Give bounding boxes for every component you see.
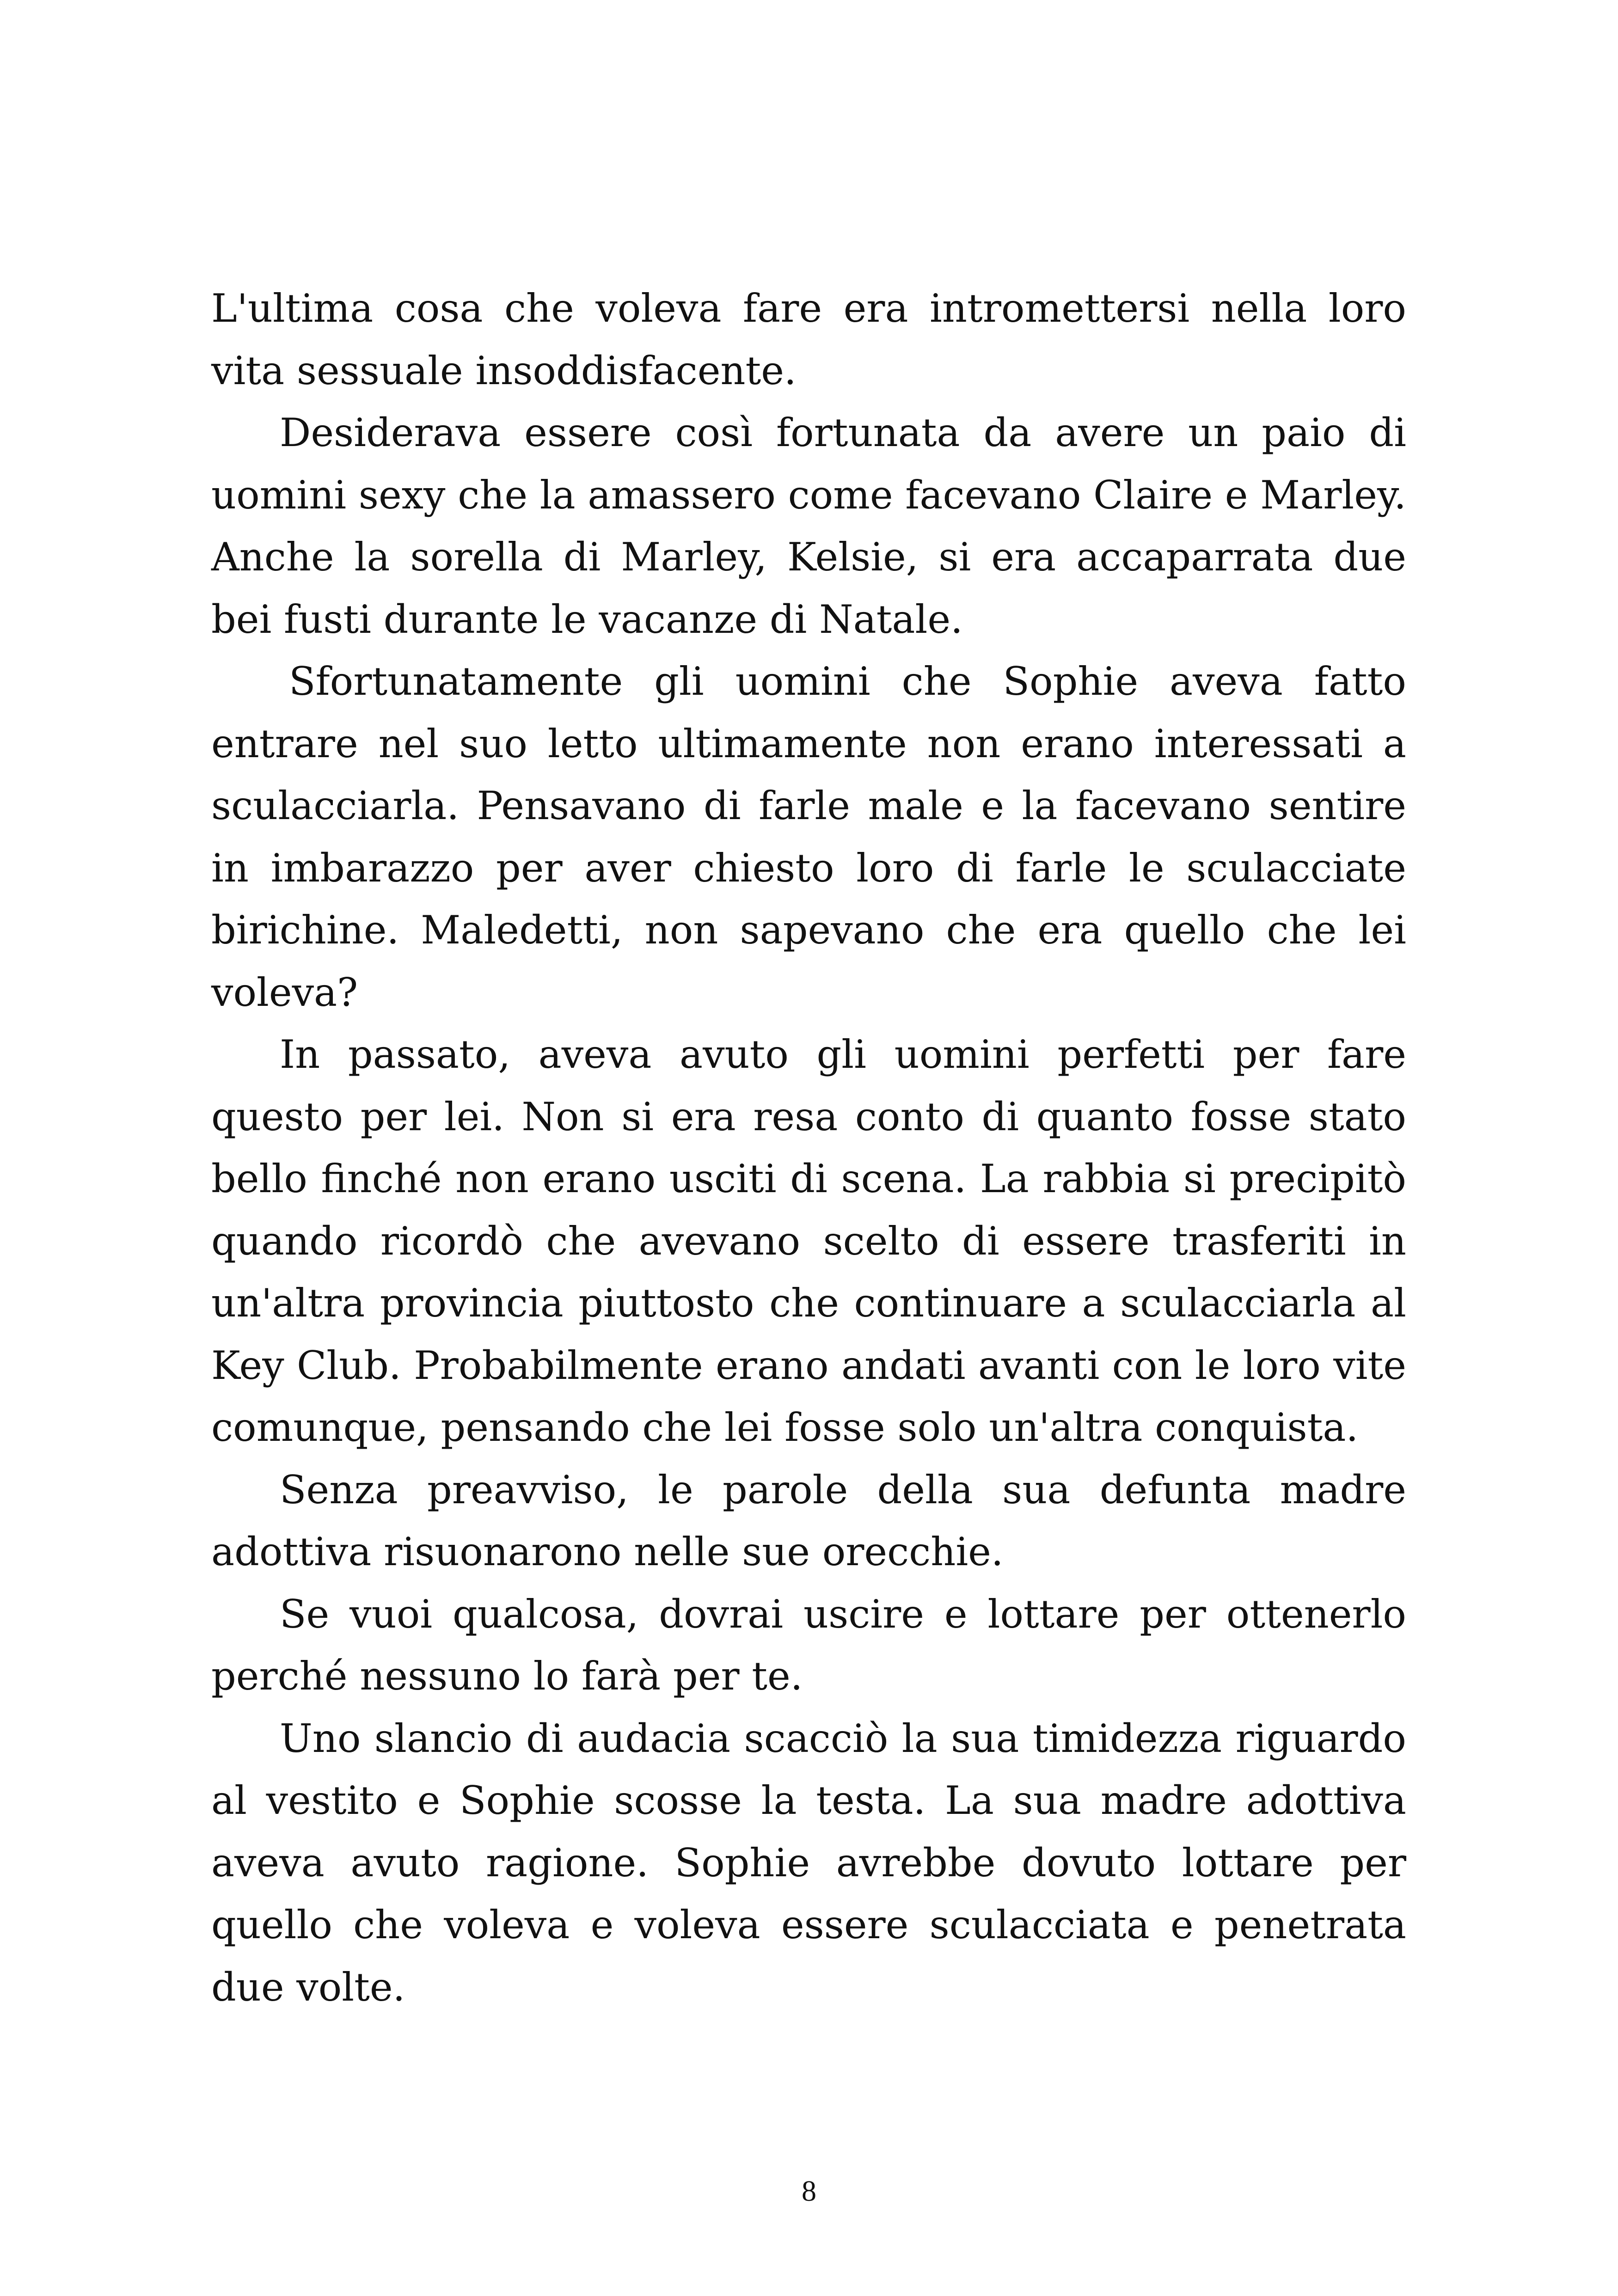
paragraph: Uno slancio di audacia scacciò la sua timidezza riguardo al vestito e Sophie scosse la testa. La sua madre adottiva aveva avuto ragione. Sophie avrebbe dovuto lottare per quello che voleva e voleva essere sculacciata e penetrata due volte.	[211, 1715, 1406, 2010]
paragraph: Senza preavviso, le parole della sua defunta madre adottiva risuonarono nelle sue orecchie.	[211, 1467, 1406, 1574]
paragraph: Sfortunatamente gli uomini che Sophie aveva fatto entrare nel suo letto ultimamente non erano interessati a sculacciarla. Pensavano di farle male e la facevano sentire in imbarazzo per aver chiesto loro di farle le sculacciate birichine. Maledetti, non sapevano che era quello che lei voleva?	[211, 659, 1406, 1015]
body-text	[211, 277, 1406, 2018]
paragraph: Se vuoi qualcosa, dovrai uscire e lottare per ottenerlo perché nessuno lo farà per te.	[211, 1591, 1406, 1699]
paragraph: L'ultima cosa che voleva fare era intromettersi nella loro vita sessuale insoddisfacente.	[211, 286, 1406, 393]
paragraph: Desiderava essere così fortunata da avere un paio di uomini sexy che la amassero come facevano Claire e Marley. Anche la sorella di Marley, Kelsie, si era accaparrata due bei fusti durante le vacanze di Natale.	[211, 410, 1406, 642]
page-number: 8	[802, 2174, 816, 2207]
paragraph: In passato, aveva avuto gli uomini perfetti per fare questo per lei. Non si era resa conto di quanto fosse stato bello finché non erano usciti di scena. La rabbia si precipitò quando ricordò che avevano scelto di essere trasferiti in un'altra provincia piuttosto che continuare a sculacciarla al Key Club. Probabilmente erano andati avanti con le loro vite comunque, pensando che lei fosse solo un'altra conquista.	[211, 1032, 1406, 1450]
